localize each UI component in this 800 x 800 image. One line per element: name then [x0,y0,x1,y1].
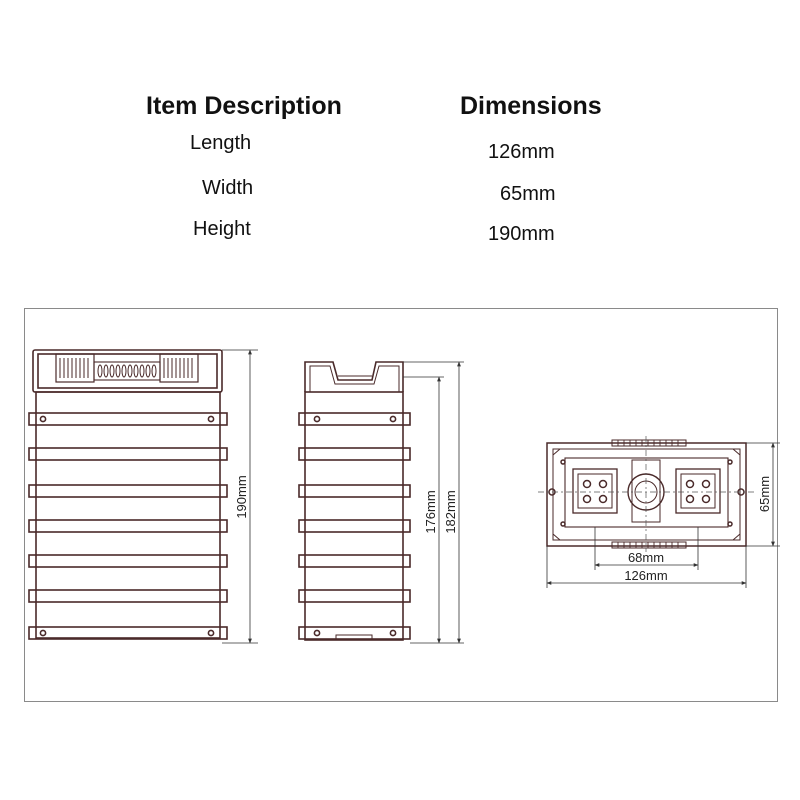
height-label: Height [193,218,251,240]
width-value: 65mm [500,183,556,205]
side-view [299,362,410,640]
side-outer-height-label: 182mm [443,490,458,534]
top-view-centerlines [538,436,756,552]
side-inner-height-label: 176mm [423,490,438,534]
dimensions-header: Dimensions [460,92,602,120]
top-outer-width-label: 126mm [624,568,668,583]
top-view-dimensions [547,443,780,588]
front-height-label: 190mm [234,475,249,519]
item-description-header: Item Description [146,92,342,120]
front-view [29,350,227,639]
top-depth-label: 65mm [757,475,772,513]
height-value: 190mm [488,223,555,245]
width-label: Width [202,177,254,199]
length-value: 126mm [488,141,555,163]
top-view [547,440,746,548]
top-inner-width-label: 68mm [627,550,665,565]
length-label: Length [190,132,252,154]
